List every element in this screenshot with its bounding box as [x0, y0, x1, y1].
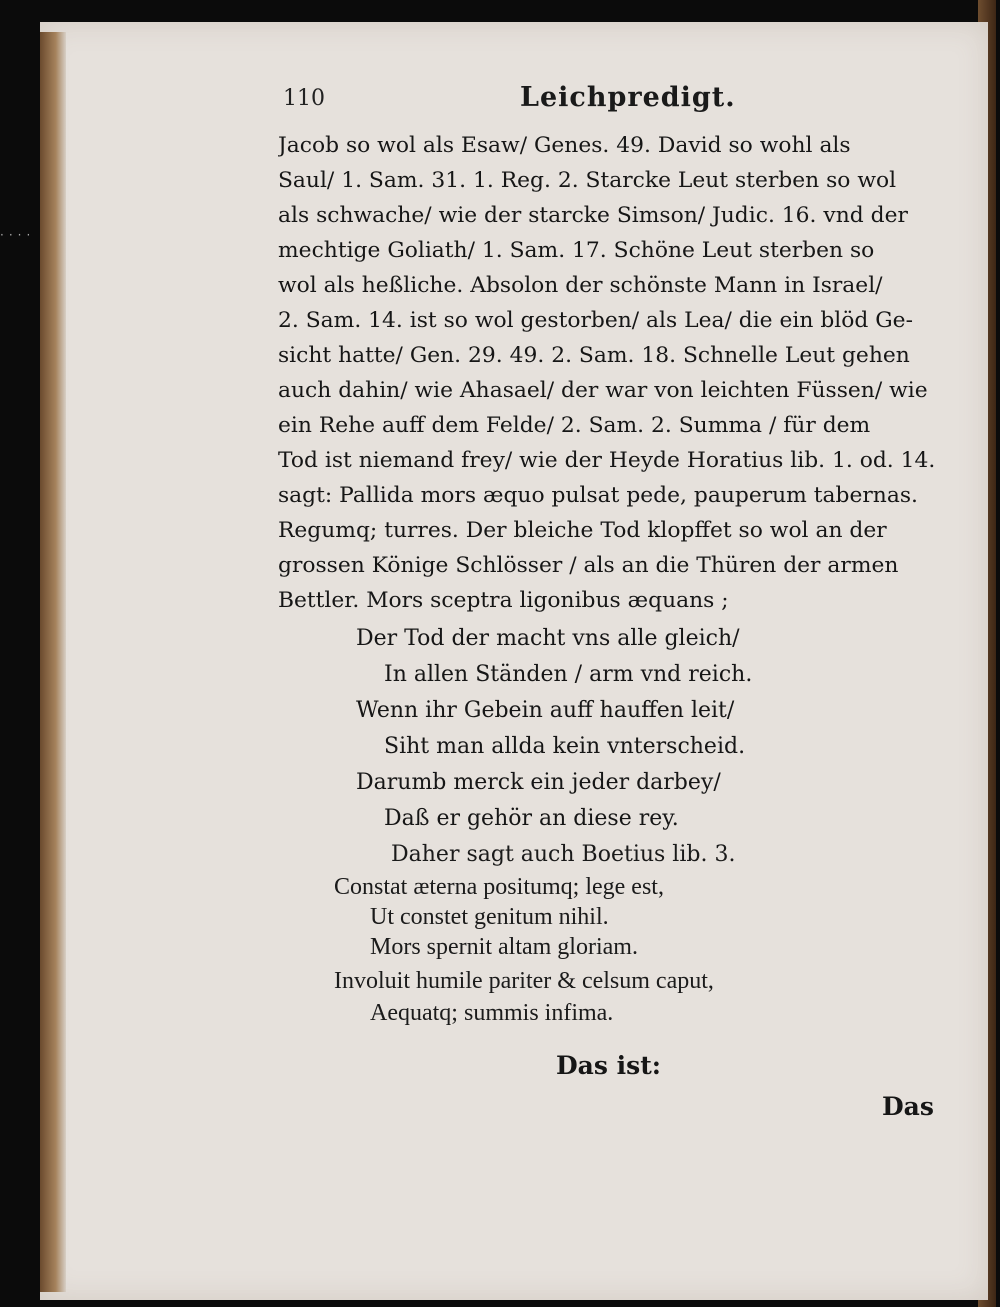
margin-dots: ···· [0, 228, 36, 242]
verse-line: Siht man allda kein vnterscheid. [384, 734, 746, 759]
latin-verse-line: Constat æterna positumq; lege est, [334, 874, 664, 900]
body-line: Tod ist niemand frey/ wie der Heyde Horatius lib. 1. od. 14. [278, 448, 936, 473]
latin-verse-line: Mors spernit altam gloriam. [370, 934, 638, 960]
body-line: als schwache/ wie der starcke Simson/ Judic. 16. vnd der [278, 203, 908, 228]
running-head: Leichpredigt. [520, 82, 736, 113]
verse-line: Der Tod der macht vns alle gleich/ [356, 626, 740, 651]
verse-line: Darumb merck ein jeder darbey/ [356, 770, 721, 795]
body-line: wol als heßliche. Absolon der schönste Mann in Israel/ [278, 273, 883, 298]
body-line: Saul/ 1. Sam. 31. 1. Reg. 2. Starcke Leut sterben so wol [278, 168, 897, 193]
latin-verse-line: Involuit humile pariter & celsum caput, [334, 968, 714, 994]
verse-line: Daß er gehör an diese rey. [384, 806, 679, 831]
boetius-intro: Daher sagt auch Boetius lib. 3. [391, 842, 736, 867]
body-line: auch dahin/ wie Ahasael/ der war von leichten Füssen/ wie [278, 378, 928, 403]
page-gutter [40, 32, 66, 1292]
verse-line: Wenn ihr Gebein auff hauffen leit/ [356, 698, 735, 723]
body-line: Bettler. Mors sceptra ligonibus æquans ; [278, 588, 729, 613]
section-title: Das ist: [556, 1051, 662, 1080]
body-line: grossen Könige Schlösser / als an die Thüren der armen [278, 553, 899, 578]
latin-verse-line: Aequatq; summis infima. [370, 1000, 614, 1026]
verse-line: In allen Ständen / arm vnd reich. [384, 662, 753, 687]
body-line: sicht hatte/ Gen. 29. 49. 2. Sam. 18. Schnelle Leut gehen [278, 343, 910, 368]
page-number: 110 [283, 86, 325, 111]
body-line: 2. Sam. 14. ist so wol gestorben/ als Lea/ die ein blöd Ge- [278, 308, 913, 333]
latin-verse-line: Ut constet genitum nihil. [370, 904, 609, 930]
body-line: Jacob so wol als Esaw/ Genes. 49. David so wohl als [278, 133, 851, 158]
body-line: ein Rehe auff dem Felde/ 2. Sam. 2. Summa / für dem [278, 413, 871, 438]
body-line: Regumq; turres. Der bleiche Tod klopffet so wol an der [278, 518, 887, 543]
body-line: mechtige Goliath/ 1. Sam. 17. Schöne Leut sterben so [278, 238, 875, 263]
body-line: sagt: Pallida mors æquo pulsat pede, pauperum tabernas. [278, 483, 918, 508]
catchword: Das [882, 1092, 934, 1121]
